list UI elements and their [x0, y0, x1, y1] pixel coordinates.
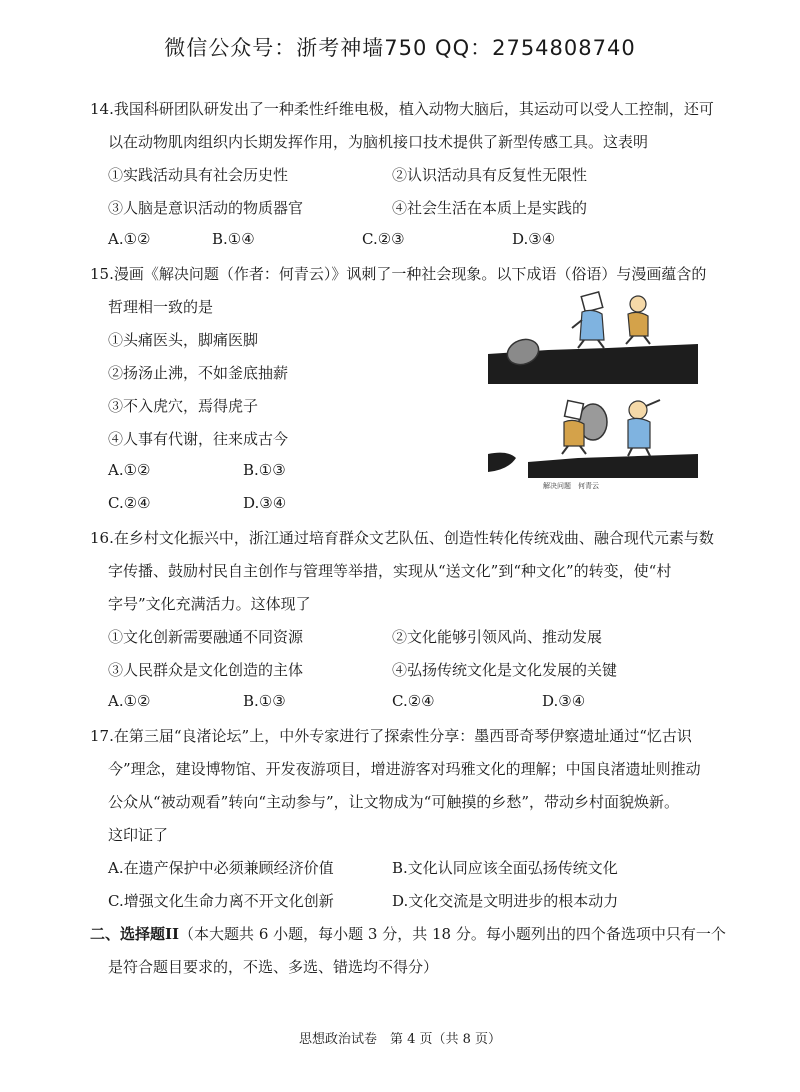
choice-a: A.在遗产保护中必须兼顾经济价值	[108, 859, 334, 877]
statement-4: ④人事有代谢，往来成古今	[108, 430, 289, 448]
statement-2: ②文化能够引领风尚、推动发展	[392, 628, 603, 646]
statement-3: ③人脑是意识活动的物质器官	[108, 199, 304, 217]
statement-3: ③不入虎穴，焉得虎子	[108, 397, 259, 415]
comic-caption: 解决问题 何青云	[543, 482, 599, 490]
question-stem: 16.在乡村文化振兴中，浙江通过培育群众文艺队伍、创造性转化传统戏曲、融合现代元素与数	[90, 529, 714, 547]
question-stem: 字号”文化充满活力。这体现了	[108, 595, 311, 613]
choice-a: A.①②	[108, 461, 151, 479]
statement-1: ①文化创新需要融通不同资源	[108, 628, 304, 646]
comic-illustration	[488, 282, 698, 492]
choice-b: B.①④	[212, 230, 255, 248]
question-stem: 这印证了	[108, 826, 169, 844]
statement-1: ①实践活动具有社会历史性	[108, 166, 289, 184]
choice-d: D.③④	[542, 692, 586, 710]
question-stem: 以在动物肌肉组织内长期发挥作用，为脑机接口技术提供了新型传感工具。这表明	[108, 133, 649, 151]
question-stem: 14.我国科研团队研发出了一种柔性纤维电极，植入动物大脑后，其运动可以受人工控制，还可	[90, 100, 714, 118]
statement-2: ②认识活动具有反复性无限性	[392, 166, 588, 184]
question-stem: 字传播、鼓励村民自主创作与管理等举措，实现从“送文化”到“种文化”的转变，使“村	[108, 562, 672, 580]
page-footer: 思想政治试卷 第 4 页（共 8 页）	[298, 1032, 502, 1047]
question-stem: 今”理念，建设博物馆、开发夜游项目，增进游客对玛雅文化的理解；中国良渚遗址则推动	[108, 760, 701, 778]
choice-c: C.②③	[362, 230, 405, 248]
section-description: 是符合题目要求的，不选、多选、错选均不得分）	[108, 958, 439, 976]
choice-c: C.②④	[392, 692, 435, 710]
question-stem: 15.漫画《解决问题（作者：何青云）》讽刺了一种社会现象。以下成语（俗语）与漫画蕴含的	[90, 265, 707, 283]
question-stem: 公众从“被动观看”转向“主动参与”，让文物成为“可触摸的乡愁”，带动乡村面貌焕新。	[108, 793, 680, 811]
statement-4: ④社会生活在本质上是实践的	[392, 199, 588, 217]
choice-b: B.文化认同应该全面弘扬传统文化	[392, 859, 618, 877]
choice-b: B.①③	[243, 461, 286, 479]
choice-d: D.③④	[512, 230, 556, 248]
choice-d: D.③④	[243, 494, 287, 512]
choice-c: C.增强文化生命力离不开文化创新	[108, 892, 334, 910]
choice-a: A.①②	[108, 692, 151, 710]
page-header: 微信公众号：浙考神墙750 QQ：2754808740	[164, 36, 636, 60]
statement-4: ④弘扬传统文化是文化发展的关键	[392, 661, 618, 679]
section-title: 二、选择题II	[90, 925, 180, 943]
section-description: （本大题共 6 小题，每小题 3 分，共 18 分。每小题列出的四个备选项中只有一个	[179, 925, 726, 943]
question-stem: 17.在第三届“良渚论坛”上，中外专家进行了探索性分享：墨西哥奇琴伊察遗址通过“忆古识	[90, 727, 692, 745]
choice-b: B.①③	[243, 692, 286, 710]
statement-3: ③人民群众是文化创造的主体	[108, 661, 304, 679]
choice-c: C.②④	[108, 494, 151, 512]
statement-1: ①头痛医头，脚痛医脚	[108, 331, 259, 349]
statement-2: ②扬汤止沸，不如釜底抽薪	[108, 364, 289, 382]
question-stem: 哲理相一致的是	[108, 298, 214, 316]
choice-d: D.文化交流是文明进步的根本动力	[392, 892, 619, 910]
choice-a: A.①②	[108, 230, 151, 248]
